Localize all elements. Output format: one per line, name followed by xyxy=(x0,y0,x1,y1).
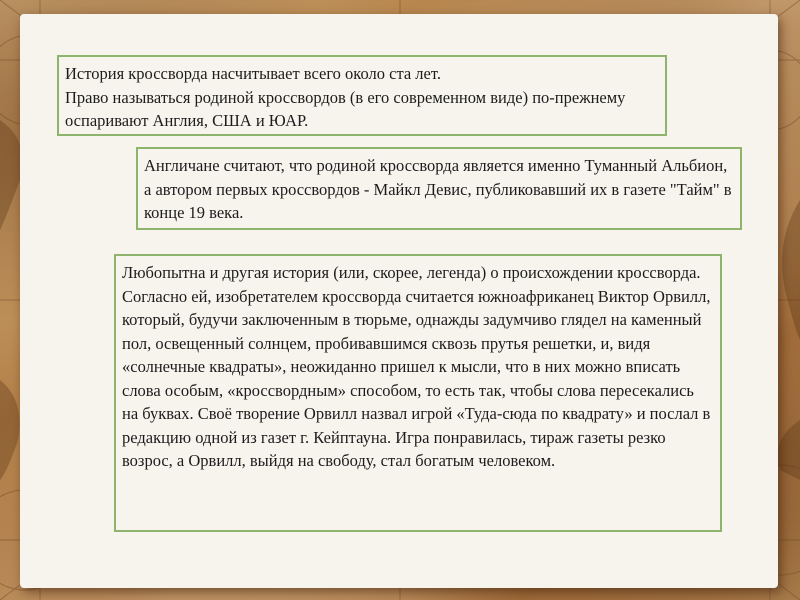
england-claim-text-box: Англичане считают, что родиной кроссворда является именно Туманный Альбион, а автором первых кроссвордов - Майкл Девис, публиковавший их в газете "Тайм" в конце 19 века. xyxy=(136,147,742,230)
orvill-legend-text-box: Любопытна и другая история (или, скорее, легенда) о происхождении кроссворда. Согласно ей, изобретателем кроссворда считается южноафриканец Виктор Орвилл, который, будучи заключенным в тюрьме, однажды задумчиво глядел на каменный пол, освещенный солнцем, пробивавшимся сквозь прутья решетки, и, видя «солнечные квадраты», неожиданно пришел к мысли, что в них можно вписать слова особым, «кроссвордным» способом, то есть так, чтобы слова пересекались на буквах. Своё творение Орвилл назвал игрой «Туда-сюда по квадрату» и послал в редакцию одной из газет г. Кейптауна. Игра понравилась, тираж газеты резко возрос, а Орвилл, выйдя на свободу, стал богатым человеком. xyxy=(114,254,722,532)
intro-text-box: История кроссворда насчитывает всего около ста лет. Право называться родиной кроссвордов (в его современном виде) по-прежнему оспаривают Англия, США и ЮАР. xyxy=(57,55,667,136)
